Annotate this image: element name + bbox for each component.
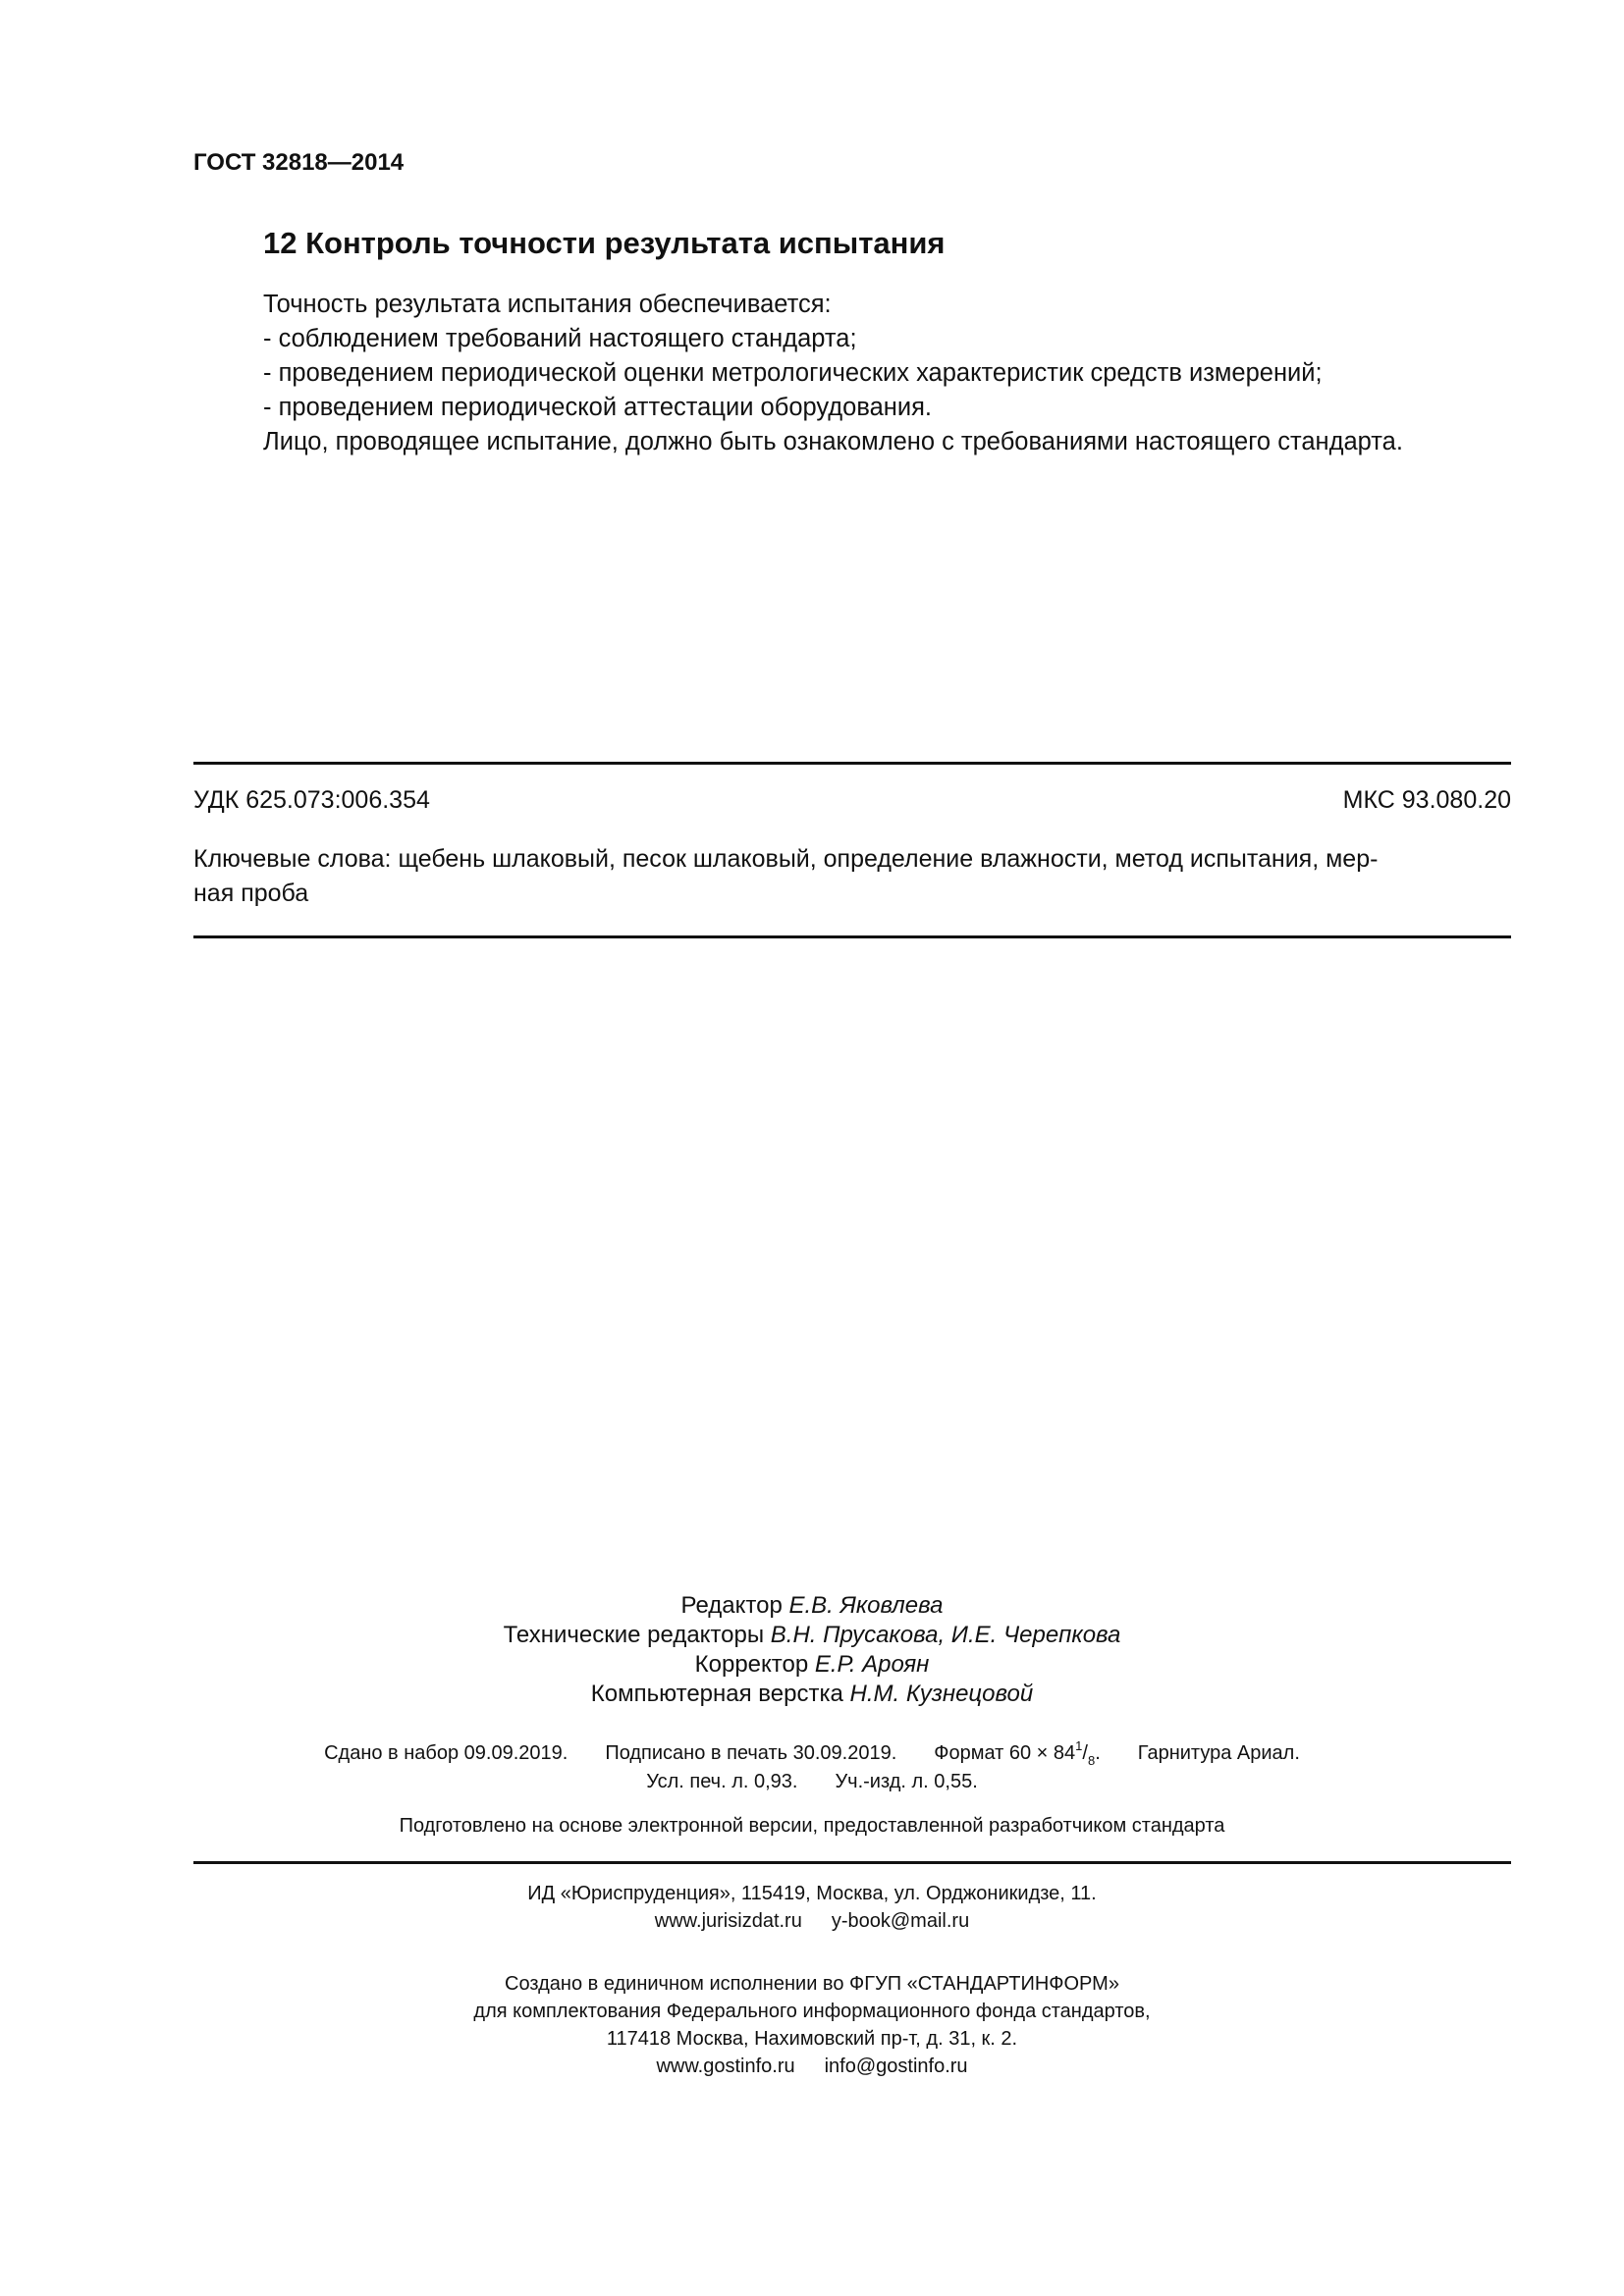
credit-role: Корректор bbox=[694, 1651, 809, 1678]
created-line: для комплектования Федерального информационного фонда стандартов, bbox=[473, 2001, 1151, 2022]
udk-code: УДК 625.073:006.354 bbox=[193, 786, 430, 814]
credit-name: Н.М. Кузнецовой bbox=[849, 1681, 1034, 1707]
credit-role: Технические редакторы bbox=[503, 1622, 765, 1648]
body-line: Лицо, проводящее испытание, должно быть ознакомлено с требованиями настоящего стандарта. bbox=[263, 428, 1403, 455]
gostinfo-website-link[interactable]: www.gostinfo.ru bbox=[656, 2056, 795, 2077]
keywords bbox=[193, 842, 1378, 911]
section-title: 12 Контроль точности результата испытания bbox=[263, 226, 946, 260]
credits-block bbox=[0, 1591, 1624, 1709]
body-line: - проведением периодической аттестации оборудования. bbox=[263, 394, 933, 421]
body-line: - соблюдением требований настоящего стандарта; bbox=[263, 325, 857, 352]
body-line: - проведением периодической оценки метрологических характеристик средств измерений; bbox=[263, 359, 1323, 387]
credit-line bbox=[0, 1650, 1624, 1680]
credit-name: Е.В. Яковлева bbox=[788, 1592, 944, 1619]
keywords-line: Ключевые слова: щебень шлаковый, песок шлаковый, определение влажности, метод испытания, мер- bbox=[193, 845, 1379, 873]
paper-format: Формат $60 \times 84^1/_8$. bbox=[934, 1738, 1101, 1768]
typeface: Гарнитура Ариал. bbox=[1137, 1742, 1300, 1764]
publisher-block bbox=[0, 1880, 1624, 1935]
print-info-line bbox=[0, 1768, 1624, 1796]
mks-code: МКС 93.080.20 bbox=[1342, 786, 1511, 814]
credit-line bbox=[0, 1680, 1624, 1709]
submitted-date: Сдано в набор 09.09.2019. bbox=[324, 1742, 568, 1764]
publisher-website-link[interactable]: www.jurisizdat.ru bbox=[654, 1910, 802, 1932]
created-line: Создано в единичном исполнении во ФГУП «СТАНДАРТИНФОРМ» bbox=[505, 1973, 1119, 1995]
document-header: ГОСТ 32818—2014 bbox=[193, 149, 405, 176]
divider-rule bbox=[193, 1861, 1511, 1864]
created-line: 117418 Москва, Нахимовский пр-т, д. 31, к. 2. bbox=[606, 2028, 1018, 2050]
credit-name: В.Н. Прусакова, И.Е. Черепкова bbox=[770, 1622, 1121, 1648]
divider-rule bbox=[193, 935, 1511, 938]
credit-role: Редактор bbox=[680, 1592, 783, 1619]
gostinfo-email-link[interactable]: info@gostinfo.ru bbox=[824, 2056, 968, 2077]
credit-line bbox=[0, 1591, 1624, 1621]
credit-role: Компьютерная верстка bbox=[590, 1681, 843, 1707]
keywords-line: ная проба bbox=[193, 880, 309, 907]
body-line: Точность результата испытания обеспечивается: bbox=[263, 291, 832, 318]
publisher-email-link[interactable]: y-book@mail.ru bbox=[831, 1910, 970, 1932]
signed-date: Подписано в печать 30.09.2019. bbox=[605, 1742, 897, 1764]
prepared-note: Подготовлено на основе электронной версии, предоставленной разработчиком стандарта bbox=[399, 1815, 1225, 1837]
print-sheets: Усл. печ. л. 0,93. bbox=[646, 1771, 798, 1792]
print-info bbox=[0, 1739, 1624, 1796]
credit-line bbox=[0, 1621, 1624, 1650]
publishing-sheets: Уч.-изд. л. 0,55. bbox=[835, 1771, 978, 1792]
created-contacts bbox=[0, 2053, 1624, 2080]
created-block bbox=[0, 1970, 1624, 2080]
section-body bbox=[263, 288, 1403, 459]
credit-name: Е.Р. Ароян bbox=[814, 1651, 930, 1678]
publisher-contacts bbox=[0, 1907, 1624, 1935]
print-info-line bbox=[0, 1739, 1624, 1768]
publisher-address: ИД «Юриспруденция», 115419, Москва, ул. Орджоникидзе, 11. bbox=[527, 1883, 1097, 1904]
divider-rule bbox=[193, 762, 1511, 765]
